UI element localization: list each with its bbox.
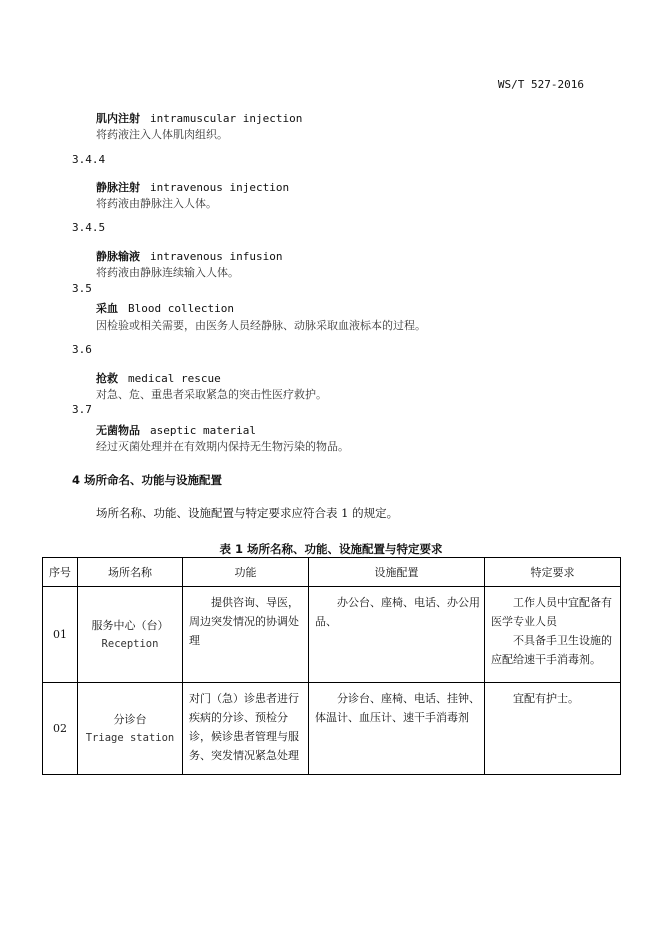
term-en: intramuscular injection xyxy=(150,112,303,125)
term-number: 3.4.5 xyxy=(72,221,106,234)
function-cell: 提供咨询、导医，周边突发情况的协调处理 xyxy=(183,587,309,683)
term-en: intravenous injection xyxy=(150,181,290,194)
term-zh: 肌内注射 xyxy=(96,112,140,125)
row-number: 01 xyxy=(43,587,78,683)
place-name-cell xyxy=(78,683,183,775)
place-name-zh: 分诊台 xyxy=(113,712,147,726)
requirements-cell xyxy=(485,587,621,683)
requirements-cell xyxy=(485,683,621,775)
table-caption: 表 1 场所名称、功能、设施配置与特定要求 xyxy=(219,542,443,556)
header-requirements: 特定要求 xyxy=(485,558,621,587)
term-number: 3.7 xyxy=(72,403,92,416)
term-en: intravenous infusion xyxy=(150,250,283,263)
section-paragraph: 场所名称、功能、设施配置与特定要求应符合表 1 的规定。 xyxy=(96,506,399,520)
requirements-table xyxy=(42,557,621,775)
term-zh: 采血 xyxy=(96,302,118,315)
header-function: 功能 xyxy=(183,558,309,587)
term-intramuscular-injection xyxy=(96,110,302,126)
document-number: WS/T 527-2016 xyxy=(497,78,584,91)
term-definition: 将药液由静脉注入人体。 xyxy=(96,197,217,210)
requirement-line: 宜配有护士。 xyxy=(513,692,579,705)
term-definition: 将药液注入人体肌肉组织。 xyxy=(96,128,228,141)
term-number: 3.4.4 xyxy=(72,153,106,166)
term-en: Blood collection xyxy=(128,302,234,315)
place-name-en: Triage station xyxy=(85,731,175,744)
section-title: 4 场所命名、功能与设施配置 xyxy=(72,473,223,487)
term-intravenous-infusion xyxy=(96,248,282,264)
table-header-row xyxy=(43,558,621,587)
term-blood-collection xyxy=(96,300,234,316)
place-name-cell xyxy=(78,587,183,683)
term-definition: 经过灭菌处理并在有效期内保持无生物污染的物品。 xyxy=(96,440,349,453)
facilities-cell: 办公台、座椅、电话、办公用品、 xyxy=(309,587,485,683)
term-medical-rescue xyxy=(96,370,221,386)
term-definition: 对急、危、重患者采取紧急的突击性医疗救护。 xyxy=(96,388,327,401)
term-definition: 因检验或相关需要，由医务人员经静脉、动脉采取血液标本的过程。 xyxy=(96,319,426,332)
requirement-line: 工作人员中宜配备有医学专业人员 xyxy=(491,596,612,628)
header-place-name: 场所名称 xyxy=(78,558,183,587)
term-zh: 静脉输液 xyxy=(96,250,140,263)
term-zh: 无菌物品 xyxy=(96,424,140,437)
header-facilities: 设施配置 xyxy=(309,558,485,587)
requirement-line: 不具备手卫生设施的应配给速干手消毒剂。 xyxy=(491,634,612,666)
term-intravenous-injection xyxy=(96,179,289,195)
place-name-en: Reception xyxy=(101,637,159,650)
term-number: 3.5 xyxy=(72,282,92,295)
place-name-zh: 服务中心（台） xyxy=(91,618,169,632)
term-number: 3.6 xyxy=(72,343,92,356)
row-number: 02 xyxy=(43,683,78,775)
function-cell: 对门（急）诊患者进行疾病的分诊、预检分诊，候诊患者管理与服务、突发情况紧急处理 xyxy=(183,683,309,775)
header-no: 序号 xyxy=(43,558,78,587)
term-en: aseptic material xyxy=(150,424,256,437)
table-row xyxy=(43,683,621,775)
table-row xyxy=(43,587,621,683)
term-en: medical rescue xyxy=(128,372,221,385)
facilities-cell: 分诊台、座椅、电话、挂钟、体温计、血压计、速干手消毒剂 xyxy=(309,683,485,775)
term-aseptic-material xyxy=(96,422,256,438)
term-definition: 将药液由静脉连续输入人体。 xyxy=(96,266,239,279)
term-zh: 静脉注射 xyxy=(96,181,140,194)
term-zh: 抢救 xyxy=(96,372,118,385)
